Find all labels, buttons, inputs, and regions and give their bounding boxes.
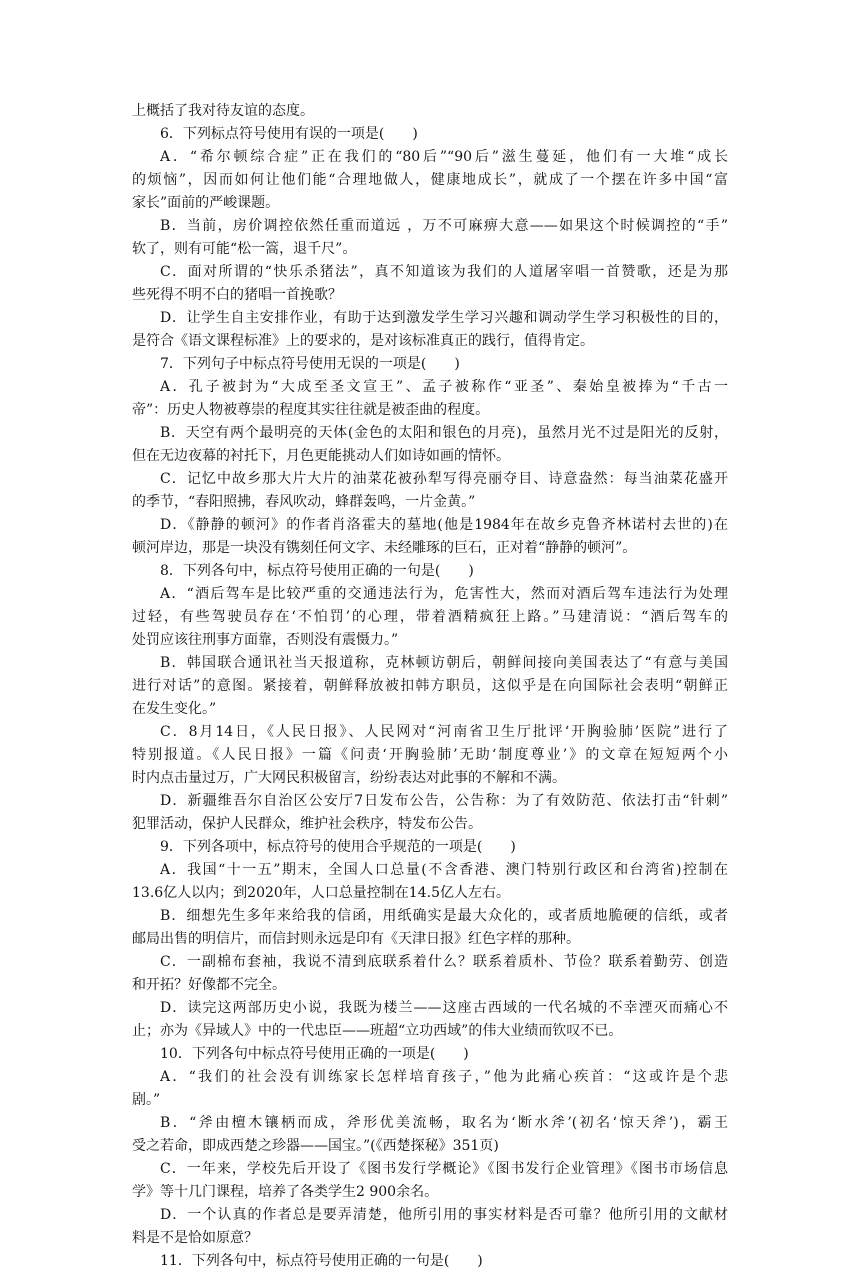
answer-option — [132, 376, 728, 422]
text-line: 13.6亿人以内；到2020年，人口总量控制在14.5亿人左右。 — [132, 885, 510, 901]
text-line: 学》等十几门课程，培养了各类学生2 900余名。 — [132, 1184, 439, 1200]
text-line: A．“酒后驾车是比较严重的交通违法行为，危害性大，然而对酒后驾车违法行为处理 — [160, 586, 728, 602]
text-line: 9．下列各项中，标点符号的使用合乎规范的一项是( ) — [160, 839, 516, 855]
text-line: C．面对所谓的“快乐杀猪法”，真不知道该为我们的人道屠宰唱一首赞歌，还是为那 — [160, 264, 728, 280]
text-line: 过轻，有些驾驶员存在‘不怕罚’的心理，带着酒精疯狂上路。”马建清说：“酒后驾车的 — [132, 609, 728, 625]
question-stem — [132, 560, 728, 583]
text-line: D．一个认真的作者总是要弄清楚，他所引用的事实材料是否可靠？他所引用的文献材 — [160, 1207, 728, 1223]
text-line: C．记忆中故乡那大片大片的油菜花被孙犁写得亮丽夺目、诗意盎然：每当油菜花盛开 — [160, 471, 728, 487]
answer-option — [132, 422, 728, 468]
text-line: 受之若命，即成西楚之珍器——国宝。”(《西楚探秘》351页) — [132, 1138, 499, 1154]
text-line: 处罚应该往刑事方面靠，否则没有震慑力。” — [132, 632, 399, 648]
text-line: 犯罪活动，保护人民群众，维护社会秩序，特发布公告。 — [132, 816, 482, 832]
text-line: 帝”：历史人物被尊崇的程度其实往往就是被歪曲的程度。 — [132, 402, 490, 418]
text-line: A．孔子被封为“大成至圣文宣王”、孟子被称作“亚圣”、秦始皇被捧为“千古一 — [160, 379, 728, 395]
question-stem — [132, 1043, 728, 1066]
text-line: 邮局出售的明信片，而信封则永远是印有《天津日报》红色字样的那种。 — [132, 931, 580, 947]
answer-option — [132, 652, 728, 721]
answer-option — [132, 146, 728, 215]
answer-option — [132, 997, 728, 1043]
text-line: 是符合《语文课程标准》上的要求的，是对该标准真正的践行，值得肯定。 — [132, 333, 594, 349]
text-line: 些死得不明不白的猪唱一首挽歌？ — [132, 287, 342, 303]
answer-option — [132, 721, 728, 790]
text-line: 6．下列标点符号使用有误的一项是( ) — [160, 126, 418, 142]
text-line: 8．下列各句中，标点符号使用正确的一句是( ) — [160, 563, 474, 579]
text-line: 家长”面前的严峻课题。 — [132, 195, 280, 211]
text-line: A．“我们的社会没有训练家长怎样培育孩子，”他为此痛心疾首：“这或许是个悲 — [160, 1069, 728, 1085]
text-line: 进行对话”的意图。紧接着，朝鲜释放被扣韩方职员，这似乎是在向国际社会表明“朝鲜正 — [132, 678, 728, 694]
text-line: 止；亦为《异域人》中的一代忠臣——班超“立功西域”的伟大业绩而钦叹不已。 — [132, 1023, 623, 1039]
continued-text — [132, 100, 728, 123]
text-line: A．“希尔顿综合症”正在我们的“80后”“90后”滋生蔓延，他们有一大堆“成长 — [160, 149, 728, 165]
text-line: B．细想先生多年来给我的信函，用纸确实是最大众化的，或者质地脆硬的信纸，或者 — [160, 908, 728, 924]
answer-option — [132, 1204, 728, 1250]
text-line: 特别报道。《人民日报》一篇《问责‘开胸验肺’无助‘制度尊业’》的文章在短短两个小 — [132, 747, 728, 763]
text-line: 但在无边夜幕的衬托下，月色更能挑动人们如诗如画的情怀。 — [132, 448, 510, 464]
text-line: D．新疆维吾尔自治区公安厅7日发布公告，公告称：为了有效防范、依法打击“针刺” — [160, 793, 728, 809]
text-line: B．韩国联合通讯社当天报道称，克林顿访朝后，朝鲜间接向美国表达了“有意与美国 — [160, 655, 728, 671]
text-line: C．8月14日，《人民日报》、人民网对“河南省卫生厅批评‘开胸验肺’医院”进行了 — [160, 724, 728, 740]
question-stem — [132, 353, 728, 376]
answer-option — [132, 307, 728, 353]
text-line: 软了，则有可能“松一篙，退千尺”。 — [132, 241, 357, 257]
answer-option — [132, 261, 728, 307]
document-page — [132, 100, 728, 1273]
text-line: 和开拓？好像都不完全。 — [132, 977, 286, 993]
answer-option — [132, 790, 728, 836]
text-line: C．一年来，学校先后开设了《图书发行学概论》《图书发行企业管理》《图书市场信息 — [160, 1161, 728, 1177]
text-line: 时内点击量过万，广大网民积极留言，纷纷表达对此事的不解和不满。 — [132, 770, 566, 786]
text-line: 在发生变化。” — [132, 701, 217, 717]
answer-option — [132, 1158, 728, 1204]
text-line: 料是不是恰如原意？ — [132, 1230, 258, 1246]
answer-option — [132, 905, 728, 951]
answer-option — [132, 514, 728, 560]
text-line: 顿河岸边，那是一块没有镌刻任何文字、未经雕琢的巨石，正对着“静静的顿河”。 — [132, 540, 637, 556]
text-line: 10．下列各句中标点符号使用正确的一项是( ) — [160, 1046, 469, 1062]
answer-option — [132, 951, 728, 997]
text-line: 剧。” — [132, 1092, 161, 1108]
text-line: 上概括了我对待友谊的态度。 — [132, 103, 314, 119]
answer-option — [132, 468, 728, 514]
text-line: 7．下列句子中标点符号使用无误的一项是( ) — [160, 356, 460, 372]
answer-option — [132, 859, 728, 905]
text-line: 的烦恼”，因而如何让他们能“合理地做人，健康地成长”，就成了一个摆在许多中国“富 — [132, 172, 728, 188]
text-line: B．天空有两个最明亮的天体(金色的太阳和银色的月亮)，虽然月光不过是阳光的反射， — [160, 425, 728, 441]
text-line: A．我国“十一五”期末，全国人口总量(不含香港、澳门特别行政区和台湾省)控制在 — [160, 862, 728, 878]
text-line: D．让学生自主安排作业，有助于达到激发学生学习兴趣和调动学生学习积极性的目的， — [160, 310, 728, 326]
answer-option — [132, 583, 728, 652]
text-line: D．读完这两部历史小说，我既为楼兰——这座古西域的一代名城的不幸湮灭而痛心不 — [160, 1000, 728, 1016]
answer-option — [132, 215, 728, 261]
question-stem — [132, 836, 728, 859]
text-line: B．当前，房价调控依然任重而道远 ，万不可麻痹大意——如果这个时候调控的“手” — [160, 218, 728, 234]
text-line: 的季节，“春阳照拂，春风吹动，蜂群轰鸣，一片金黄。” — [132, 494, 476, 510]
question-stem — [132, 123, 728, 146]
text-line: B．“斧由檀木镶柄而成，斧形优美流畅，取名为‘断水斧’(初名‘惊天斧’)，霸王 — [160, 1115, 728, 1131]
answer-option — [132, 1112, 728, 1158]
question-stem — [132, 1250, 728, 1273]
text-line: C．一副棉布套袖，我说不清到底联系着什么？联系着质朴、节俭？联系着勤劳、创造 — [160, 954, 728, 970]
answer-option — [132, 1066, 728, 1112]
text-line: 11．下列各句中，标点符号使用正确的一句是( ) — [160, 1253, 483, 1269]
text-line: D．《静静的顿河》的作者肖洛霍夫的墓地(他是1984年在故乡克鲁齐林诺村去世的)在 — [160, 517, 728, 533]
